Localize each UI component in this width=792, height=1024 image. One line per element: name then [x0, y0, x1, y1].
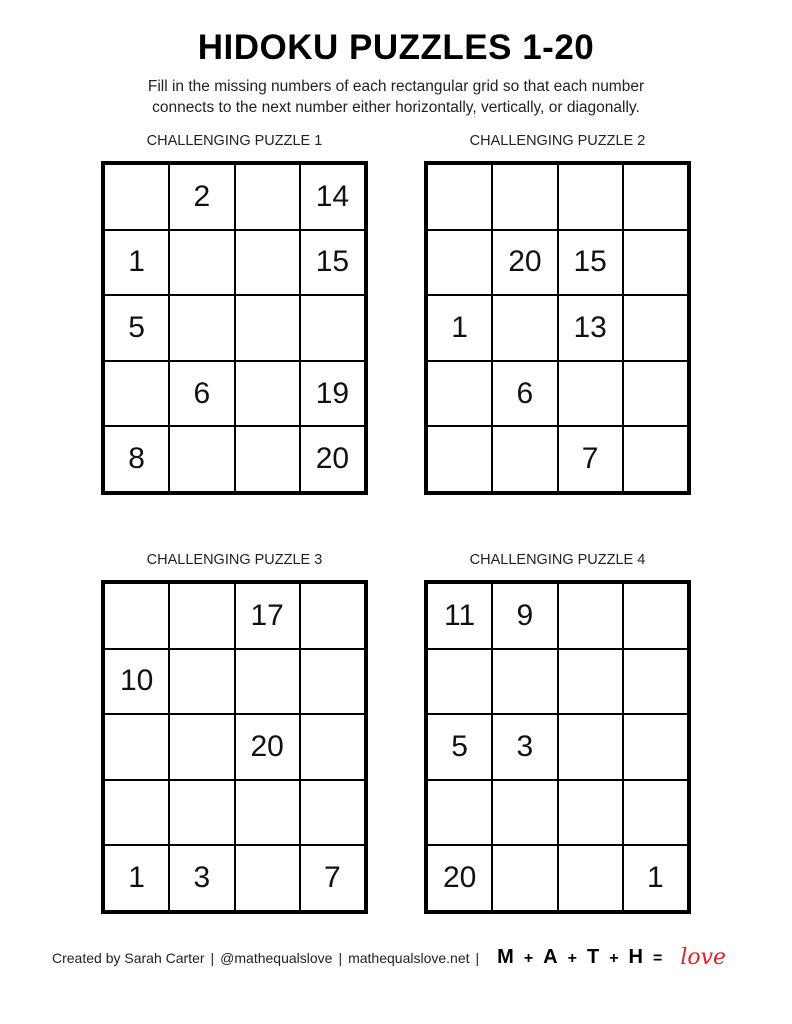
grid-cell[interactable]: [427, 361, 492, 427]
grid-cell[interactable]: [169, 780, 234, 846]
logo-plus: +: [567, 950, 578, 967]
grid-cell[interactable]: [623, 714, 688, 780]
footer-separator: |: [475, 949, 480, 966]
grid-cell[interactable]: [623, 426, 688, 492]
grid-cell[interactable]: 3: [169, 845, 234, 911]
grid-cell[interactable]: 15: [558, 230, 623, 296]
grid-cell[interactable]: [235, 780, 300, 846]
grid-cell[interactable]: [300, 649, 365, 715]
grid-cell[interactable]: [558, 649, 623, 715]
grid-cell[interactable]: 11: [427, 583, 492, 649]
grid-cell[interactable]: 8: [104, 426, 169, 492]
grid-cell[interactable]: [235, 361, 300, 427]
grid-cell[interactable]: [169, 426, 234, 492]
logo-letter-a: A: [543, 946, 559, 968]
grid-cell[interactable]: [235, 845, 300, 911]
page-title: HIDOKU PUZZLES 1-20: [197, 28, 595, 67]
logo-equals: =: [652, 950, 664, 967]
grid-cell[interactable]: [558, 780, 623, 846]
grid-cell[interactable]: 1: [623, 845, 688, 911]
grid-cell[interactable]: [300, 583, 365, 649]
grid-cell[interactable]: [235, 295, 300, 361]
grid-cell[interactable]: [558, 164, 623, 230]
puzzle-1-grid: [101, 161, 368, 495]
footer-separator: |: [210, 949, 215, 966]
footer-handle: @mathequalslove: [220, 949, 333, 966]
grid-cell[interactable]: [492, 649, 557, 715]
grid-cell[interactable]: [169, 649, 234, 715]
puzzle-3-grid: [101, 580, 368, 914]
grid-cell[interactable]: 7: [300, 845, 365, 911]
logo-plus: +: [609, 950, 620, 967]
grid-cell[interactable]: [492, 845, 557, 911]
grid-cell[interactable]: [492, 164, 557, 230]
grid-cell[interactable]: 13: [558, 295, 623, 361]
grid-cell[interactable]: [104, 714, 169, 780]
grid-cell[interactable]: [623, 780, 688, 846]
grid-cell[interactable]: [623, 230, 688, 296]
puzzle-4-label: CHALLENGING PUZZLE 4: [469, 552, 646, 568]
grid-cell[interactable]: [235, 164, 300, 230]
grid-cell[interactable]: 5: [427, 714, 492, 780]
grid-cell[interactable]: [235, 649, 300, 715]
grid-cell[interactable]: [492, 780, 557, 846]
footer-separator: |: [338, 949, 343, 966]
grid-cell[interactable]: 17: [235, 583, 300, 649]
instructions: [0, 76, 792, 118]
instructions-line-1: Fill in the missing numbers of each rectangular grid so that each number: [147, 78, 645, 95]
grid-cell[interactable]: 1: [427, 295, 492, 361]
footer-credit: Created by Sarah Carter: [52, 949, 205, 966]
grid-cell[interactable]: 15: [300, 230, 365, 296]
grid-cell[interactable]: [169, 583, 234, 649]
grid-cell[interactable]: 19: [300, 361, 365, 427]
instructions-line-2: connects to the next number either horizontally, vertically, or diagonally.: [152, 99, 640, 116]
grid-cell[interactable]: 20: [427, 845, 492, 911]
grid-cell[interactable]: 6: [492, 361, 557, 427]
grid-cell[interactable]: 1: [104, 845, 169, 911]
puzzle-1-label: CHALLENGING PUZZLE 1: [146, 133, 323, 149]
grid-cell[interactable]: [300, 295, 365, 361]
grid-cell[interactable]: 3: [492, 714, 557, 780]
grid-cell[interactable]: [104, 780, 169, 846]
puzzle-2-label: CHALLENGING PUZZLE 2: [469, 133, 646, 149]
logo-letter-m: M: [497, 946, 515, 968]
grid-cell[interactable]: [427, 426, 492, 492]
grid-cell[interactable]: 10: [104, 649, 169, 715]
grid-cell[interactable]: [623, 295, 688, 361]
grid-cell[interactable]: [169, 295, 234, 361]
grid-cell[interactable]: [235, 230, 300, 296]
puzzle-2-grid: [424, 161, 691, 495]
grid-cell[interactable]: [427, 780, 492, 846]
grid-cell[interactable]: 14: [300, 164, 365, 230]
grid-cell[interactable]: [623, 649, 688, 715]
logo-love-script: love: [680, 945, 727, 970]
footer: [52, 945, 726, 970]
grid-cell[interactable]: [427, 164, 492, 230]
grid-cell[interactable]: [427, 230, 492, 296]
grid-cell[interactable]: [623, 361, 688, 427]
logo-plus: +: [523, 950, 535, 967]
grid-cell[interactable]: [104, 583, 169, 649]
grid-cell[interactable]: [427, 649, 492, 715]
grid-cell[interactable]: 2: [169, 164, 234, 230]
grid-cell[interactable]: [104, 361, 169, 427]
grid-cell[interactable]: 6: [169, 361, 234, 427]
grid-cell[interactable]: [558, 845, 623, 911]
logo-letter-t: T: [586, 946, 601, 968]
grid-cell[interactable]: [558, 583, 623, 649]
grid-cell[interactable]: [492, 295, 557, 361]
grid-cell[interactable]: [104, 164, 169, 230]
footer-website: mathequalslove.net: [348, 949, 470, 966]
grid-cell[interactable]: [492, 426, 557, 492]
logo-letter-h: H: [628, 946, 644, 968]
grid-cell[interactable]: 20: [300, 426, 365, 492]
puzzle-4-grid: [424, 580, 691, 914]
puzzle-3-label: CHALLENGING PUZZLE 3: [146, 552, 323, 568]
grid-cell[interactable]: [623, 164, 688, 230]
grid-cell[interactable]: [558, 714, 623, 780]
grid-cell[interactable]: 9: [492, 583, 557, 649]
grid-cell[interactable]: [235, 426, 300, 492]
grid-cell[interactable]: [300, 714, 365, 780]
math-equals-love-logo: [497, 946, 672, 969]
grid-cell[interactable]: 20: [235, 714, 300, 780]
grid-cell[interactable]: [300, 780, 365, 846]
grid-cell[interactable]: 1: [104, 230, 169, 296]
grid-cell[interactable]: 20: [492, 230, 557, 296]
grid-cell[interactable]: 7: [558, 426, 623, 492]
grid-cell[interactable]: [623, 583, 688, 649]
grid-cell[interactable]: [169, 714, 234, 780]
grid-cell[interactable]: [558, 361, 623, 427]
grid-cell[interactable]: 5: [104, 295, 169, 361]
grid-cell[interactable]: [169, 230, 234, 296]
